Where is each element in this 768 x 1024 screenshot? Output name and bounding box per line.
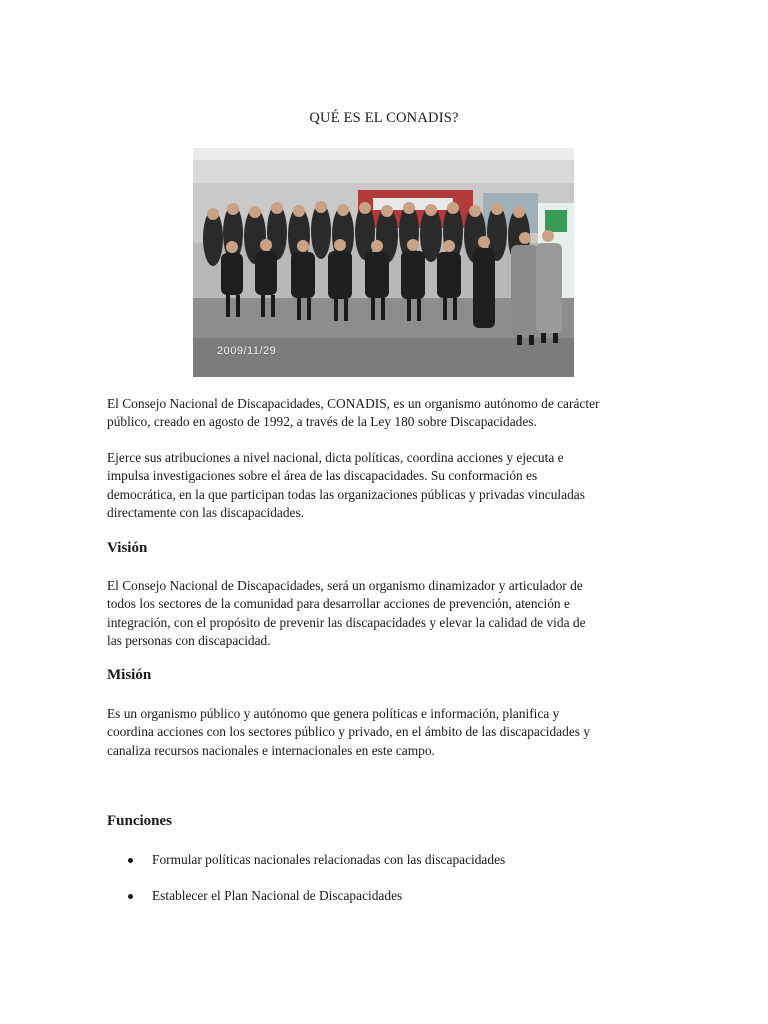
- vision-paragraph: [107, 577, 667, 650]
- group-photo: [193, 148, 574, 377]
- duties-line: Ejerce sus atribuciones a nivel nacional, dicta políticas, coordina acciones y ejecuta e: [107, 450, 564, 465]
- funciones-heading: Funciones: [107, 813, 173, 829]
- intro-line: público, creado en agosto de 1992, a través de la Ley 180 sobre Discapacidades.: [107, 414, 537, 430]
- mision-line: coordina acciones con los sectores público y privado, en el ámbito de las discapacidades y: [107, 724, 591, 740]
- mision-heading: Misión: [107, 667, 152, 683]
- mision-paragraph: [107, 705, 667, 760]
- vision-line: integración, con el propósito de prevenir las discapacidades y elevar la calidad de vida de: [107, 614, 586, 630]
- bullet-icon: [128, 894, 133, 899]
- mision-line: canaliza recursos nacionales e internacionales en este campo.: [107, 742, 435, 758]
- vision-line: El Consejo Nacional de Discapacidades, será un organismo dinamizador y articulador de: [107, 578, 583, 593]
- list-item-text: Formular políticas nacionales relacionadas con las discapacidades: [152, 852, 506, 867]
- intro-paragraph: [107, 395, 667, 432]
- list-item-text: Establecer el Plan Nacional de Discapacidades: [152, 888, 403, 903]
- page-title: QUÉ ES EL CONADIS?: [309, 110, 459, 126]
- duties-line: democrática, en la que participan todas las organizaciones públicas y privadas vinculadas: [107, 486, 585, 502]
- intro-line: El Consejo Nacional de Discapacidades, CONADIS, es un organismo autónomo de carácter: [107, 396, 600, 411]
- bullet-icon: [128, 858, 133, 863]
- vision-line: las personas con discapacidad.: [107, 632, 271, 648]
- photo-date-stamp: 2009/11/29: [217, 345, 277, 357]
- vision-line: todos los sectores de la comunidad para desarrollar acciones de prevención, atención e: [107, 596, 570, 612]
- duties-paragraph: [107, 449, 667, 522]
- duties-line: impulsa investigaciones sobre el área de las discapacidades. Su conformación es: [107, 468, 538, 484]
- mision-line: Es un organismo público y autónomo que genera políticas e información, planifica y: [107, 706, 560, 721]
- duties-line: directamente con las discapacidades.: [107, 504, 305, 520]
- vision-heading: Visión: [107, 540, 148, 556]
- group-photo-illustration: [193, 148, 574, 377]
